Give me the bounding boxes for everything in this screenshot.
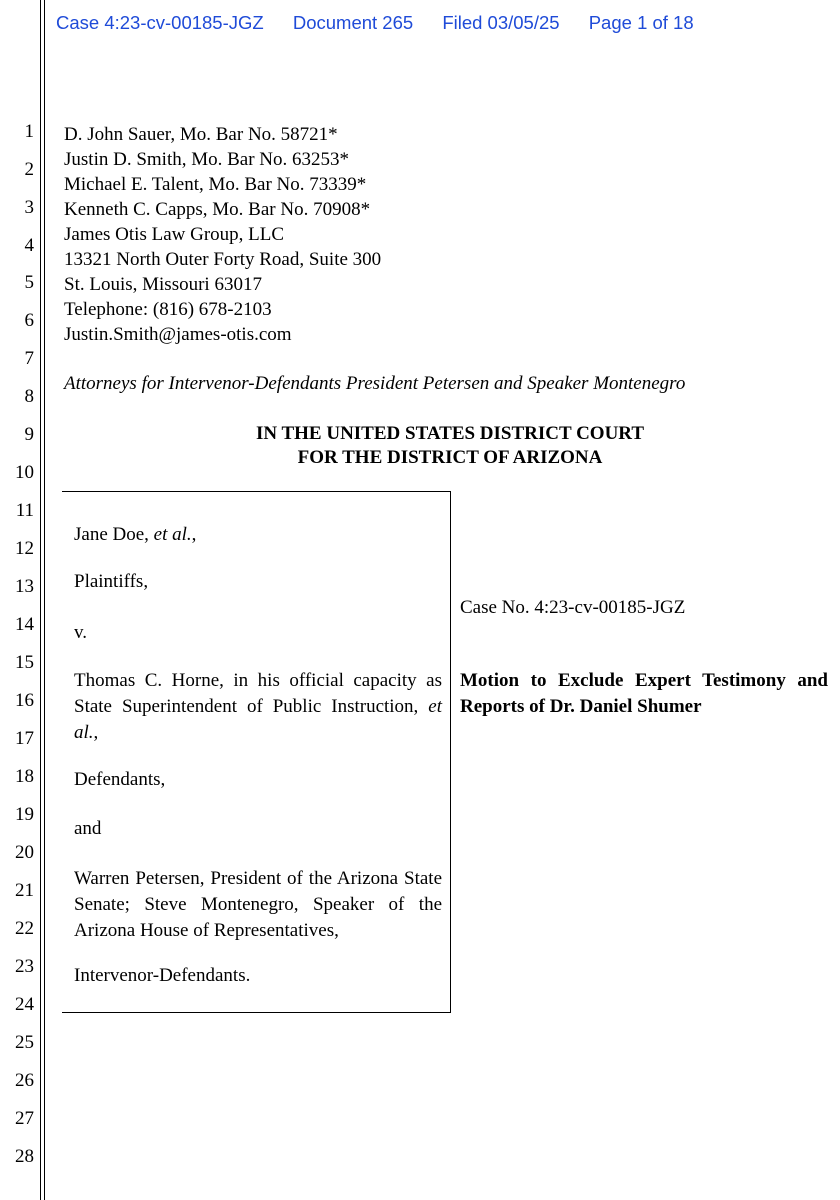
line-number: 22 xyxy=(15,918,34,939)
line-number: 9 xyxy=(24,424,34,445)
line-number: 23 xyxy=(15,956,34,977)
court-name: IN THE UNITED STATES DISTRICT COURT xyxy=(255,423,645,444)
motion-title: Motion to Exclude Expert Testimony and Reports of Dr. Daniel Shumer xyxy=(460,670,828,717)
attorney-role: Attorneys for Intervenor-Defendants President Petersen and Speaker Montenegro xyxy=(64,373,686,394)
case-number: Case No. 4:23-cv-00185-JGZ xyxy=(460,597,686,618)
line-number: 18 xyxy=(15,766,34,787)
line-number: 10 xyxy=(15,462,34,483)
and-label: and xyxy=(74,818,102,839)
defendant-name: Thomas C. Horne, in his official capacity as State Superintendent of Public Instruction, et al., xyxy=(74,670,442,743)
attorney-line: Michael E. Talent, Mo. Bar No. 73339* xyxy=(64,174,367,195)
document-number: Document 265 xyxy=(292,12,414,33)
line-number: 16 xyxy=(15,690,34,711)
line-number: 25 xyxy=(15,1032,34,1053)
line-number: 1 xyxy=(24,121,34,142)
line-number: 5 xyxy=(24,272,34,293)
attorney-line: Kenneth C. Capps, Mo. Bar No. 70908* xyxy=(64,199,371,220)
versus: v. xyxy=(74,622,88,643)
line-number: 3 xyxy=(24,197,34,218)
line-number: 27 xyxy=(15,1108,34,1129)
line-number: 20 xyxy=(15,842,34,863)
line-number: 12 xyxy=(15,538,34,559)
plaintiffs-label: Plaintiffs, xyxy=(74,571,149,592)
attorney-line: James Otis Law Group, LLC xyxy=(64,224,285,245)
line-number: 4 xyxy=(24,235,34,256)
margin-rule-right xyxy=(44,0,45,1200)
line-number: 17 xyxy=(15,728,34,749)
attorney-line: Justin D. Smith, Mo. Bar No. 63253* xyxy=(64,149,350,170)
line-number: 14 xyxy=(15,614,34,635)
attorney-email: Justin.Smith@james-otis.com xyxy=(64,324,292,345)
court-district: FOR THE DISTRICT OF ARIZONA xyxy=(297,447,603,468)
line-number: 28 xyxy=(15,1146,34,1167)
attorney-line: Telephone: (816) 678-2103 xyxy=(64,299,272,320)
attorney-line: St. Louis, Missouri 63017 xyxy=(64,274,262,295)
plaintiff-name: Jane Doe, et al., xyxy=(74,524,197,545)
intervenor-defendants-label: Intervenor-Defendants. xyxy=(74,965,251,986)
line-number: 7 xyxy=(24,348,34,369)
attorney-line: D. John Sauer, Mo. Bar No. 58721* xyxy=(64,124,338,145)
intervenor-names: Warren Petersen, President of the Arizona State Senate; Steve Montenegro, Speaker of the Arizona House of Representatives, xyxy=(74,868,442,941)
page-indicator: Page 1 of 18 xyxy=(588,12,694,33)
case-number-header: Case 4:23-cv-00185-JGZ xyxy=(56,12,264,33)
line-number: 6 xyxy=(24,310,34,331)
line-number: 24 xyxy=(15,994,34,1015)
line-number: 11 xyxy=(15,500,34,521)
line-number: 2 xyxy=(24,159,34,180)
line-number: 15 xyxy=(15,652,34,673)
filed-date: Filed 03/05/25 xyxy=(442,12,560,33)
line-number: 13 xyxy=(15,576,34,597)
attorney-line: 13321 North Outer Forty Road, Suite 300 xyxy=(64,249,382,270)
line-number: 26 xyxy=(15,1070,34,1091)
line-number: 21 xyxy=(15,880,34,901)
line-number: 19 xyxy=(15,804,34,825)
margin-rule-left xyxy=(40,0,41,1200)
filing-header xyxy=(56,12,718,34)
defendants-label: Defendants, xyxy=(74,769,166,790)
line-number: 8 xyxy=(24,386,34,407)
